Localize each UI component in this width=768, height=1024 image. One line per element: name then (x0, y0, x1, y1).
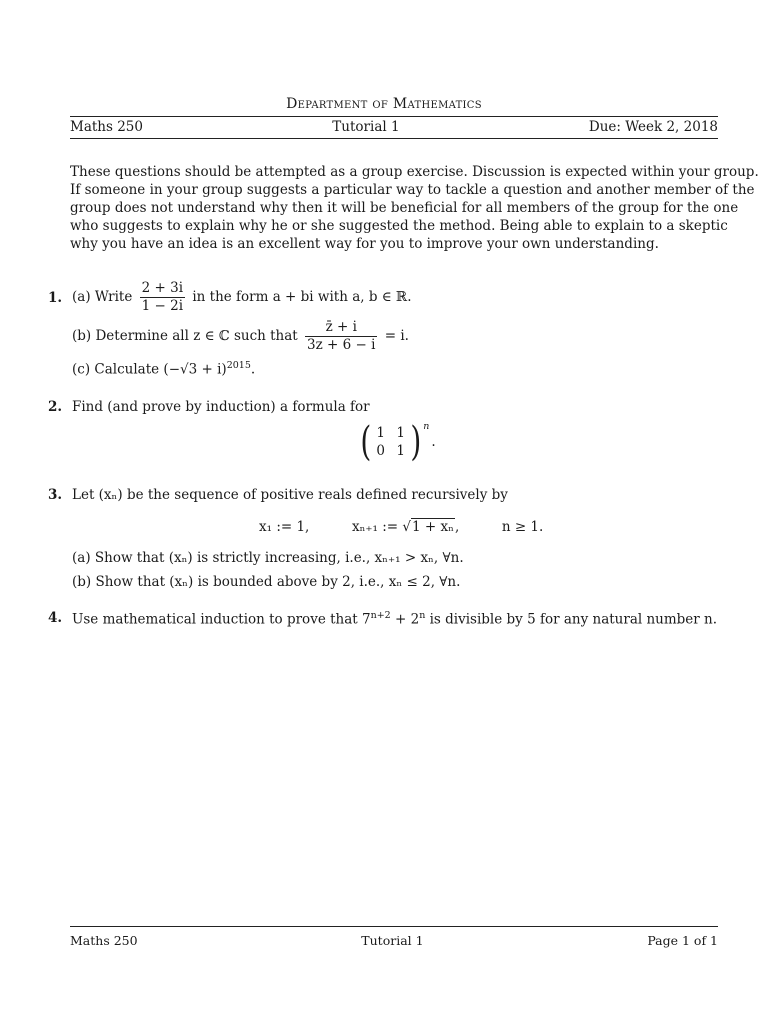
header-rule-bottom (70, 138, 718, 139)
footer-tutorial: Tutorial 1 (361, 933, 424, 948)
intro-line: If someone in your group suggests a particular way to tackle a question and another member of the (70, 182, 755, 198)
question-number: 1. (48, 290, 63, 306)
department-title: Department of Mathematics (286, 96, 482, 112)
matrix-entry: 1 (396, 443, 405, 459)
matrix-entry: 0 (376, 443, 385, 459)
question-3b: (b) Show that (xₙ) is bounded above by 2, i.e., xₙ ≤ 2, ∀n. (72, 574, 461, 590)
matrix-expression: ( 1 1 0 1 ) n . (360, 419, 436, 465)
course-name: Maths 250 (70, 119, 143, 135)
question-1a: (a) Write $\frac{2 + 3i}{1 - 2i}$ in the form a + bi with a, b ∈ ℝ. (72, 280, 412, 314)
header-rule-top (70, 116, 718, 117)
recursion-equation: x₁ := 1, xₙ₊₁ := √1 + xₙ, n ≥ 1. (259, 519, 544, 535)
intro-paragraph (70, 163, 759, 253)
matrix-exponent: n (423, 420, 430, 432)
intro-line: group does not understand why then it will be beneficial for all members of the group for the one (70, 200, 739, 216)
intro-line: These questions should be attempted as a group exercise. Discussion is expected within your group. (70, 164, 759, 180)
tutorial-name: Tutorial 1 (332, 119, 400, 135)
left-paren: ( (360, 419, 372, 465)
header-row (70, 119, 718, 135)
question-1c: (c) Calculate $(-√3 + i)^{2015}$. (72, 360, 256, 378)
question-4-text: Use mathematical induction to prove that $7^{n+2} + 2^n$ is divisible by 5 for any natural number n. (72, 610, 718, 628)
intro-line: who suggests to explain why he or she suggested the method. Being able to explain to a skeptic (70, 218, 728, 234)
question-2-text: Find (and prove by induction) a formula for (72, 399, 370, 415)
page-number: Page 1 of 1 (647, 933, 718, 948)
due-date: Due: Week 2, 2018 (588, 119, 718, 135)
footer-rule (70, 926, 718, 927)
matrix-entry: 1 (396, 425, 405, 441)
fraction: $\frac{z̄ + i}{3z + 6 - i}$ (307, 319, 376, 353)
matrix (374, 425, 408, 459)
question-number: 4. (48, 610, 63, 626)
right-paren: ) (409, 419, 421, 465)
question-number: 2. (48, 399, 63, 415)
matrix-entry: 1 (376, 425, 385, 441)
question-3-text: Let (xₙ) be the sequence of positive reals defined recursively by (72, 487, 508, 503)
question-1b: (b) Determine all z ∈ ℂ such that $\frac{z̄ + i}{3z + 6 - i}$ = i. (72, 319, 409, 353)
question-3a: (a) Show that (xₙ) is strictly increasing, i.e., xₙ₊₁ > xₙ, ∀n. (72, 550, 464, 566)
fraction: $\frac{2 + 3i}{1 - 2i}$ (141, 280, 184, 314)
footer-course: Maths 250 (70, 933, 138, 948)
question-number: 3. (48, 487, 63, 503)
intro-line: why you have an idea is an excellent way for you to improve your own understanding. (70, 236, 659, 252)
footer (70, 933, 718, 948)
